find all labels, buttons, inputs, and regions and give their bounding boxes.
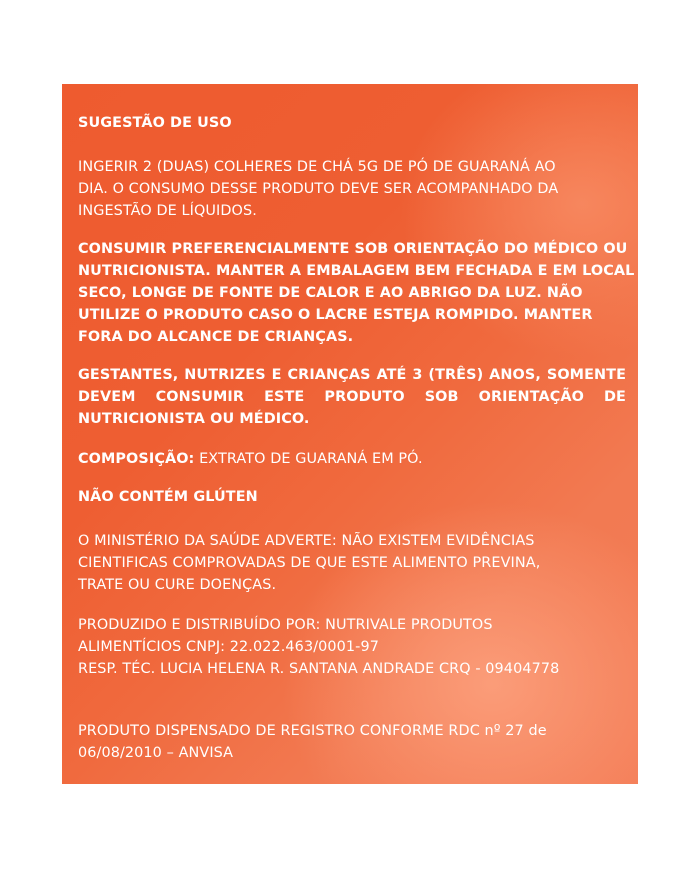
registration-line: 06/08/2010 – ANVISA — [78, 745, 234, 761]
recommendation-line: NUTRICIONISTA. MANTER A EMBALAGEM BEM FECHADA E EM LOCAL — [78, 263, 635, 279]
producer-line: PRODUZIDO E DISTRIBUÍDO POR: NUTRIVALE PRODUTOS — [78, 617, 493, 633]
recommendation-text — [78, 238, 634, 348]
registration-line: PRODUTO DISPENSADO DE REGISTRO CONFORME RDC nº 27 de — [78, 723, 547, 739]
product-label-panel — [62, 84, 638, 784]
recommendation-line: SECO, LONGE DE FONTE DE CALOR E AO ABRIGO DA LUZ. NÃO — [78, 285, 583, 301]
warning-line: DEVEM CONSUMIR ESTE PRODUTO SOB ORIENTAÇÃO DE — [78, 389, 626, 405]
warning-text — [78, 364, 626, 430]
producer-line: RESP. TÉC. LUCIA HELENA R. SANTANA ANDRADE CRQ - 09404778 — [78, 661, 560, 677]
usage-text — [78, 156, 558, 222]
ministry-line: TRATE OU CURE DOENÇAS. — [78, 577, 277, 593]
ministry-line: CIENTIFICAS COMPROVADAS DE QUE ESTE ALIMENTO PREVINA, — [78, 555, 541, 571]
recommendation-line: UTILIZE O PRODUTO CASO O LACRE ESTEJA ROMPIDO. MANTER — [78, 307, 593, 323]
producer-info — [78, 614, 559, 680]
composition-text — [78, 448, 423, 470]
usage-line: DIA. O CONSUMO DESSE PRODUTO DEVE SER ACOMPANHADO DA — [78, 181, 559, 197]
recommendation-line: FORA DO ALCANCE DE CRIANÇAS. — [78, 329, 354, 345]
composition-value: EXTRATO DE GUARANÁ EM PÓ. — [194, 451, 423, 467]
warning-line: NUTRICIONISTA OU MÉDICO. — [78, 411, 310, 427]
composition-label: COMPOSIÇÃO: — [78, 451, 195, 467]
recommendation-line: CONSUMIR PREFERENCIALMENTE SOB ORIENTAÇÃO DO MÉDICO OU — [78, 241, 628, 257]
ministry-warning — [78, 530, 540, 596]
producer-line: ALIMENTÍCIOS CNPJ: 22.022.463/0001-97 — [78, 639, 379, 655]
usage-line: INGESTÃO DE LÍQUIDOS. — [78, 203, 257, 219]
usage-heading: SUGESTÃO DE USO — [78, 115, 232, 131]
registration-info — [78, 720, 547, 764]
warning-line: GESTANTES, NUTRIZES E CRIANÇAS ATÉ 3 (TRÊS) ANOS, SOMENTE — [78, 367, 626, 383]
usage-line: INGERIR 2 (DUAS) COLHERES DE CHÁ 5G DE PÓ DE GUARANÁ AO — [78, 159, 556, 175]
ministry-line: O MINISTÉRIO DA SAÚDE ADVERTE: NÃO EXISTEM EVIDÊNCIAS — [78, 533, 535, 549]
gluten-notice: NÃO CONTÉM GLÚTEN — [78, 489, 258, 505]
